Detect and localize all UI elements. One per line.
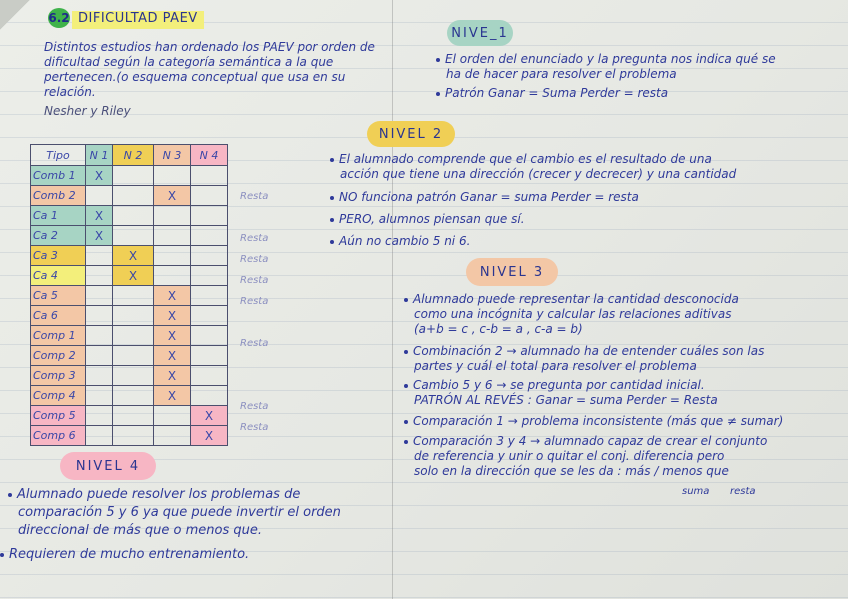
text-line: de referencia y unir o quitar el conj. diferencia pero [414,449,725,463]
mark-cell [154,266,191,286]
mark-cell [113,166,154,186]
row-label: Ca 4 [31,266,86,286]
x-mark: X [167,328,177,343]
mark-cell [86,426,113,446]
mark-cell [86,326,113,346]
x-mark: X [94,168,104,183]
table-row [31,206,228,226]
nivel-1-bullet [436,86,668,101]
mark-cell [191,206,228,226]
nivel-3-bullet [404,434,767,479]
text-line: NO funciona patrón Ganar = suma Perder = resta [339,190,639,204]
mark-cell [113,326,154,346]
mark-cell [154,426,191,446]
mark-cell [86,286,113,306]
x-mark: X [94,228,104,243]
x-mark: X [167,308,177,323]
text-line: como una incógnita y calcular las relaciones aditivas [414,307,732,321]
table-row [31,346,228,366]
resta-note: Resta [240,338,269,349]
mark-cell [191,246,228,266]
table-row [31,386,228,406]
mark-cell [191,426,228,446]
mark-cell [113,426,154,446]
table-row [31,226,228,246]
resta-note: Resta [240,422,269,433]
x-mark: X [167,348,177,363]
text-line: PATRÓN AL REVÉS : Ganar = suma Perder = Resta [414,393,718,407]
mark-cell [86,166,113,186]
header-n1: N 1 [86,145,113,166]
nivel-3-bullet [404,344,764,374]
resta-note: Resta [240,254,269,265]
row-label: Comp 6 [31,426,86,446]
section-number: 6.2 [48,8,70,28]
intro-line: dificultad según la categoría semántica a la que [44,55,334,69]
nivel-3-tail-suma: suma [682,486,710,497]
resta-note: Resta [240,275,269,286]
mark-cell [154,306,191,326]
mark-cell [113,366,154,386]
mark-cell [86,266,113,286]
text-line: Requieren de mucho entrenamiento. [9,547,250,562]
nivel-4-bullet [8,486,341,540]
text-line: ha de hacer para resolver el problema [446,67,677,81]
mark-cell [86,386,113,406]
mark-cell [191,346,228,366]
header-n3: N 3 [154,145,191,166]
table-row [31,286,228,306]
text-line: Aún no cambio 5 ni 6. [339,234,471,248]
mark-cell [113,386,154,406]
nivel-2-bullet [330,234,470,249]
table-row [31,246,228,266]
table-body [31,166,228,446]
row-label: Comb 2 [31,186,86,206]
nivel-3-bullet [404,378,718,408]
text-line: Alumnado puede representar la cantidad desconocida [413,292,739,306]
authors: Nesher y Riley [44,104,131,118]
mark-cell [154,206,191,226]
mark-cell [113,206,154,226]
mark-cell [113,406,154,426]
mark-cell [154,186,191,206]
mark-cell [191,226,228,246]
nivel-2-badge: NIVEL 2 [367,121,455,147]
x-mark: X [128,268,138,283]
text-line: Patrón Ganar = Suma Perder = resta [445,86,669,100]
row-label: Comp 2 [31,346,86,366]
row-label: Comp 4 [31,386,86,406]
table-row [31,406,228,426]
mark-cell [191,406,228,426]
header-n2: N 2 [113,145,154,166]
x-mark: X [128,248,138,263]
row-label: Ca 1 [31,206,86,226]
x-mark: X [167,188,177,203]
mark-cell [86,206,113,226]
mark-cell [154,246,191,266]
text-line: acción que tiene una dirección (crecer y decrecer) y una cantidad [340,167,737,181]
mark-cell [154,166,191,186]
row-label: Comp 5 [31,406,86,426]
x-mark: X [204,428,214,443]
mark-cell [191,386,228,406]
mark-cell [113,186,154,206]
x-mark: X [167,288,177,303]
table-row [31,366,228,386]
mark-cell [86,246,113,266]
row-label: Ca 6 [31,306,86,326]
intro-line: pertenecen.(o esquema conceptual que usa en su [44,70,346,84]
row-label: Ca 2 [31,226,86,246]
mark-cell [154,326,191,346]
table-header-row [31,145,228,166]
nivel-3-badge: NIVEL 3 [466,258,558,286]
nivel-3-bullet [404,414,783,429]
mark-cell [113,346,154,366]
mark-cell [154,286,191,306]
x-mark: X [167,368,177,383]
mark-cell [113,226,154,246]
text-line: Comparación 1 → problema inconsistente (más que ≠ sumar) [413,414,784,428]
mark-cell [154,366,191,386]
center-divider [392,0,393,599]
mark-cell [86,406,113,426]
page-corner [0,0,30,30]
intro-paragraph [44,40,375,119]
difficulty-table [30,144,228,446]
page-title: DIFICULTAD PAEV [72,11,204,29]
resta-note: Resta [240,191,269,202]
table-row [31,186,228,206]
nivel-2-bullet [330,152,736,182]
mark-cell [113,306,154,326]
resta-note: Resta [240,296,269,307]
nivel-2-bullet [330,212,525,227]
text-line: Cambio 5 y 6 → se pregunta por cantidad inicial. [413,378,705,392]
resta-note: Resta [240,233,269,244]
x-mark: X [167,388,177,403]
row-label: Comb 1 [31,166,86,186]
mark-cell [86,346,113,366]
header-n4: N 4 [191,145,228,166]
mark-cell [86,186,113,206]
mark-cell [113,286,154,306]
mark-cell [86,306,113,326]
row-label: Ca 3 [31,246,86,266]
x-mark: X [94,208,104,223]
text-line: direccional de más que o menos que. [18,523,263,538]
mark-cell [113,266,154,286]
text-line: Alumnado puede resolver los problemas de [17,487,301,502]
nivel-2-bullet [330,190,639,205]
text-line: El orden del enunciado y la pregunta nos indica qué se [445,52,776,66]
mark-cell [191,166,228,186]
mark-cell [86,226,113,246]
text-line: partes y cuál el total para resolver el problema [414,359,697,373]
nivel-3-bullet [404,292,739,337]
text-line: El alumnado comprende que el cambio es el resultado de una [339,152,712,166]
mark-cell [154,226,191,246]
intro-line: relación. [44,85,96,99]
nivel-3-tail-resta: resta [730,486,756,497]
mark-cell [191,326,228,346]
table-row [31,426,228,446]
mark-cell [113,246,154,266]
table-row [31,266,228,286]
nivel-1-badge: NIVE_1 [447,20,513,46]
mark-cell [191,306,228,326]
mark-cell [191,266,228,286]
text-line: PERO, alumnos piensan que sí. [339,212,525,226]
table-row [31,306,228,326]
resta-note: Resta [240,401,269,412]
table-row [31,166,228,186]
row-label: Comp 3 [31,366,86,386]
header-tipo: Tipo [31,145,86,166]
mark-cell [191,366,228,386]
intro-line: Distintos estudios han ordenado los PAEV por orden de [44,40,375,54]
text-line: solo en la dirección que se les da : más / menos que [414,464,729,478]
mark-cell [191,186,228,206]
nivel-4-bullet [0,546,249,564]
mark-cell [154,406,191,426]
text-line: (a+b = c , c-b = a , c-a = b) [414,322,583,336]
mark-cell [86,366,113,386]
text-line: Comparación 3 y 4 → alumnado capaz de crear el conjunto [413,434,768,448]
x-mark: X [204,408,214,423]
mark-cell [191,286,228,306]
nivel-1-bullet [436,52,776,82]
mark-cell [154,346,191,366]
text-line: comparación 5 y 6 ya que puede invertir el orden [18,505,341,520]
table-row [31,326,228,346]
row-label: Comp 1 [31,326,86,346]
text-line: Combinación 2 → alumnado ha de entender cuáles son las [413,344,765,358]
nivel-4-badge: NIVEL 4 [60,452,156,480]
row-label: Ca 5 [31,286,86,306]
mark-cell [154,386,191,406]
